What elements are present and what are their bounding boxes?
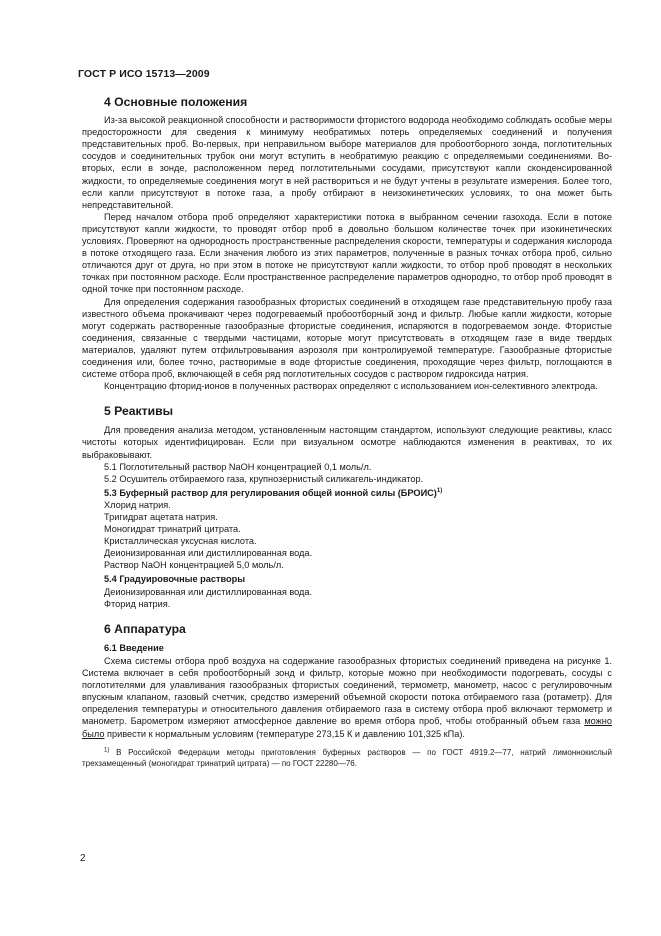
list-item: Кристаллическая уксусная кислота. [104, 536, 257, 547]
section-4-paragraph-4: Концентрацию фторид-ионов в полученных растворах определяют с использованием ион-селективного электрода. [104, 381, 598, 392]
section-5-intro: Для проведения анализа методом, установленным настоящим стандартом, используют следующие реактивы, класс чистоты которых идентифицирован. Если при визуальном осмотре наблюдаются изменения в реактивах, то их выбраковывают. [82, 425, 612, 460]
item-5-4-title: 5.4 Градуировочные растворы [104, 574, 246, 585]
footnote [82, 747, 612, 769]
section-6-1-text-tail: привести к нормальным условиям (температуре 273,15 К и давлению 101,325 кПа). [104, 728, 465, 739]
item-5-1: 5.1 Поглотительный раствор NaOH концентрацией 0,1 моль/л. [104, 461, 372, 472]
list-item: Раствор NaOH концентрацией 5,0 моль/л. [104, 560, 284, 571]
section-4-paragraph-2: Перед началом отбора проб определяют характеристики потока в выбранном сечении газохода. Если в потоке присутствуют капли жидкости, то проводят отбор проб в довольно большом количестве точек при изокинетических условиях. Проверяют на однородность пространственные распределения скорости, температуры и содержания кислорода в потоке отходящего газа. Если значения любого из этих параметров, полученные в разных точках отбора проб, сильно отличаются друг от друга, но при этом в потоке не присутствуют капли жидкости, то отбор проб проводят в нескольких точках при постоянном расходе. Если пространственное распределение параметров однородно, то отбор проб проводят в одной точке при постоянном расходе. [82, 211, 612, 295]
section-4-paragraph-3: Для определения содержания газообразных фтористых соединений в отходящем газе представительную пробу газа известного объема прокачивают через подогреваемый пробоотборный зонд и фильтр. Любые капли жидкости, которые могут содержать растворенные газообразные фтористые соединения, испаряются в подогреваемом зонде. Фтористые соединения, связанные с твердыми частицами, которые могут присутствовать в отходящем газе в виде твердых материалов, удаляют путем отфильтровывания аэрозоля при контролируемой температуре. Газообразные фтористые соединения или, более точно, растворимые в воде фтористые соединения, проходящие через фильтр, поглощаются в системе отбора проб, включающей в себя ряд поглотительных сосудов с раствором гидроксида натрия. [82, 296, 612, 380]
footnote-mark: 1) [104, 746, 110, 753]
list-item: Моногидрат тринатрий цитрата. [104, 524, 241, 535]
item-5-3-title-text: 5.3 Буферный раствор для регулирования общей ионной силы (БРОИС) [104, 487, 437, 498]
document-header: ГОСТ Р ИСО 15713—2009 [78, 68, 210, 80]
section-5-title: 5 Реактивы [104, 404, 174, 419]
page-content [82, 96, 612, 769]
list-item: Деионизированная или дистиллированная вода. [104, 548, 313, 559]
list-item: Тригидрат ацетата натрия. [104, 512, 218, 522]
item-5-2: 5.2 Осушитель отбираемого газа, крупнозернистый силикагель-индикатор. [104, 473, 424, 484]
list-item: Хлорид натрия. [104, 499, 171, 510]
section-4-title: 4 Основные положения [104, 95, 248, 109]
section-4-paragraph-1: Из-за высокой реакционной способности и растворимости фтористого водорода необходимо соблюдать особые меры предосторожности для сведения к минимуму необратимых потерь определяемых соединений и получения представительных проб. Во-первых, при неправильном выборе материалов для пробоотборного зонда, поглотительных сосудов и соединительных трубок они могут вступить в необратимую реакцию с определяемыми соединениями. Во-вторых, если в зонде, расположенном перед поглотительными сосудами, присутствуют капли сконденсированной жидкости, то определяемые соединения могут в ней раствориться и не будут учтены в результате измерения. Более того, если капли присутствуют в потоке газа, а пробу отбирают в неизокинетических условиях, то она может быть непредставительной. [82, 115, 612, 210]
section-6-1-text: Схема системы отбора проб воздуха на содержание газообразных фтористых соединений приведена на рисунке 1. Система включает в себя пробоотборный зонд и фильтр, которые можно при необходимости подогревать, сосуды с поглотителями для улавливания газообразных фтористых соединений, термометр, манометр, насос с регулировочным впускным клапаном, газовый счетчик, средство измерений объемной скорости потока отбираемого газа (ротаметр). Для определения температуры и относительного давления отбираемого газа в систему отбора проб включают термометр и манометр. Барометром измеряют атмосферное давление во время отбора проб, чтобы отобранный объем газа [82, 655, 612, 727]
page-number: 2 [80, 853, 86, 864]
section-6-1-paragraph [82, 655, 612, 740]
section-6-title: 6 Аппаратура [104, 621, 186, 636]
footnote-text: В Российской Федерации методы приготовления буферных растворов — по ГОСТ 4919.2—77, натрий лимоннокислый трехзамещенный (моногидрат тринатрий цитрата) — по ГОСТ 22280—76. [82, 747, 612, 768]
item-5-3-title [82, 487, 612, 499]
underlined-text: можно было [82, 716, 612, 739]
list-item: Фторид натрия. [104, 598, 171, 609]
subsection-6-1-title: 6.1 Введение [104, 642, 164, 653]
list-item: Деионизированная или дистиллированная вода. [104, 586, 313, 597]
footnote-reference: 1) [436, 487, 443, 494]
